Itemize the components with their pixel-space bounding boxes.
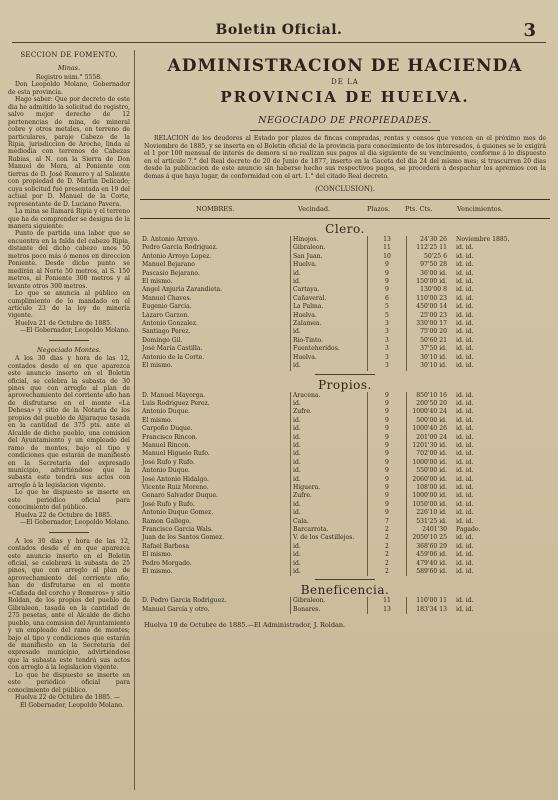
vencimiento-cell: id. id. [456,500,474,508]
minas-announcement: Lo que se anuncia al público en cumplimiento de lo mandado en el artículo 23 de la ley de minería vigente. [8,290,130,320]
clero-table [140,236,558,371]
de-la: DE LA [331,78,359,86]
vencimiento-cell: id. id. [456,597,474,605]
name-cell: Francisco Rincon. [142,433,198,441]
table-row [140,425,558,433]
table-row [140,286,558,294]
plazos-cell: 2 [368,543,407,551]
name-cell: José Rufo y Rufo. [142,458,195,466]
plazos-cell: 9 [368,278,407,286]
amount-cell: 110'00 23 [407,295,451,303]
vecindad-cell: id. [291,442,368,450]
amount-cell: 226'10 id. [407,509,451,517]
table-header [140,199,550,219]
plazos-cell: 11 [368,244,407,252]
page-header [0,0,558,44]
vencimiento-cell: id. id. [456,269,474,277]
montes-body: A los 30 dias y hora de las 12, contados desde el en que aparezca este anuncio inserto en el Boletin oficial, se celebra la subasta de 30 pinos que con arreglo al plan de aprovechamiento del corriente año han de disfrutarse en el monte «La Dehesa» y sitio de la Notaría de los propios del pueblo de Aljaraque tasada en la cantidad de 375 pts. ante el Alcalde de dicho pueblo, una comision del Ayuntamiento y un empleado del ramo de montes, bajo el tipo y condiciones que estarán de manifiesto en la Secretaría del expresado municipio, advirtiéndose que la subasta este tendrá sus actos con arreglo á la legislacion vigente. [8,355,130,489]
amount-cell: 200'50 20 [407,400,451,408]
name-cell: El mismo. [142,551,173,559]
vencimiento-cell: id. id. [456,605,474,613]
name-cell: D. Manuel Mayorga. [142,391,206,399]
plazos-cell: 9 [368,400,407,408]
amount-cell: 50'60 21 [407,337,451,345]
amount-cell: 1000'00 id. [407,492,451,500]
name-cell: Juan de los Santos Gomez. [142,534,224,542]
vencimiento-cell: id. id. [456,408,474,416]
table-row [140,597,558,605]
vecindad-cell: Rio-Tinto. [291,337,368,345]
vecindad-cell: id. [291,278,368,286]
name-cell: Santiago Perez. [142,328,191,336]
separator [49,340,89,341]
table-row [140,543,558,551]
plazos-cell: 2 [368,560,407,568]
vecindad-cell: id. [291,459,368,467]
vecindad-cell: id. [291,328,368,336]
column-rule [134,50,135,790]
vecindad-cell: id. [291,400,368,408]
table-row [140,408,558,416]
vencimiento-cell: id. id. [456,353,474,361]
amount-cell: 589'60 id. [407,568,451,576]
vencimiento-cell: id. id. [456,483,474,491]
name-cell: Pedro García Rodriguez. [142,244,218,252]
name-cell: Manuel Higueio Rufo. [142,450,210,458]
amount-cell: 1050'00 id. [407,501,451,509]
beneficencia-heading: Beneficencia. [300,583,390,598]
vencimiento-cell: id. id. [456,345,474,353]
plazos-cell: 3 [368,320,407,328]
plazos-cell: 9 [368,417,407,425]
name-cell: Manuel Rincon. [142,441,191,449]
vencimiento-cell: id. id. [456,303,474,311]
minas-intro: Don Leopoldo Molano, Gobernador de esta provincia. [8,81,130,96]
table-row [140,534,558,542]
vecindad-cell: id. [291,476,368,484]
vencimiento-cell: id. id. [456,559,474,567]
table-row [140,320,558,328]
name-cell: Carpoño Duque. [142,425,193,433]
table-row [140,362,558,370]
minas-boundaries: Punto de partida una labor que se encuentra en la falda del cabezo Ripia, distante del dicho cabezo unos 50 metros poco más ó menos en direccion Poniente. Desde dicho punto se medirán al Norte 50 metros, al S. 150 metros, al Poniente 300 metros y al levante otros 300 metros. [8,230,130,290]
plazos-cell: 3 [368,337,407,345]
table-row [140,551,558,559]
vecindad-cell: id. [291,467,368,475]
section-title: SECCION DE FOMENTO. [20,51,118,59]
plazos-cell: 9 [368,434,407,442]
plazos-cell: 13 [368,236,407,244]
plazos-cell: 2 [368,568,407,576]
amount-cell: 1201'30 id. [407,442,451,450]
name-cell: El mismo. [142,568,173,576]
table-row [140,261,558,269]
montes2-body: A los 30 dias y hora de las 12, contados desde el en que aparezca este anuncio inserto en el Boletin oficial, se celebrará la subasta de 25 pinos, que con arreglo al plan de aprovechamiento del corriente año, han de disfrutarse en el monte «Cañada del corcho y Romeros» y sitio Roldan, de los propios del pueblo de Gibraleon, tasada en la cantidad de 275 pesetas, ante el Alcalde de dicho pueblo, una comision del Ayuntamiento y un empleado del ramo de montes; bajo el tipo y condiciones que estarán de manifiesto en la Secretaría del expresado municipio, advirtiéndose que la subasta este tendrá sus actos con arreglo á la legislacion vigente. [8,537,130,672]
vecindad-cell: id. [291,568,368,576]
amount-cell: 459'06 id. [407,551,451,559]
name-cell: Rafael Barbosa [142,542,190,550]
name-cell: Lázaro Garzon. [142,311,190,319]
plazos-cell: 11 [368,597,407,605]
negociado-title: NEGOCIADO DE PROPIEDADES. [258,115,432,126]
plazos-cell: 2 [368,551,407,559]
vencimiento-cell: id. id. [456,517,474,525]
table-row [140,526,558,534]
montes-signature: —El Gobernador, Leopoldo Molano. [20,519,130,527]
plazos-cell: 9 [368,425,407,433]
vecindad-cell: La Palma. [291,303,368,311]
table-row [140,501,558,509]
separator [315,374,375,375]
name-cell: Antonio Gonzalez. [142,320,198,328]
left-column [8,50,130,709]
plazos-cell: 5 [368,303,407,311]
vencimiento-cell: id. id. [456,433,474,441]
amount-cell: 75'00 20 [407,328,451,336]
newspaper-title: Boletin Oficial. [215,22,343,38]
vecindad-cell: Cañaveral. [291,295,368,303]
vecindad-cell: Gibraleon. [291,244,368,252]
table-row [140,560,558,568]
vencimiento-cell: id. id. [456,252,474,260]
name-cell: El mismo. [142,416,173,424]
plazos-cell: 5 [368,312,407,320]
name-cell: José Antonio Hidalgo. [142,475,209,483]
propios-heading: Propios. [318,377,372,392]
name-cell: José María Castilla. [142,345,203,353]
table-row [140,270,558,278]
beneficencia-table [140,597,558,614]
minas-body: Hago saber: Que por decreto de este dia he admitido la solicitud de registro, salvo mejor derecho de 12 pertenencias de mina, de mineral cobre y otros metales, en terreno de particulares, paraje Cabezo de la Ripia, jurisdiccion de Aroche, linda al mediodia con terrenos de Cabezas Rubias, al N. con la Sierra de Don Manuel de Mora, al Poniente con tierras de D. José Romero y al Saliente con propiedad de D. Martin Delicado; cuya solicitud fué presentada en 19 del actual por D. Manuel de la Corte, representante de D. Luciano Pavera. [8,96,130,208]
amount-cell: 330'00 17 [407,320,451,328]
name-cell: Genaro Salvador Duque. [142,492,218,500]
plazos-cell: 9 [368,450,407,458]
plazos-cell: 3 [368,345,407,353]
table-row [140,253,558,261]
vecindad-cell: Zalamea. [291,320,368,328]
name-cell: El mismo. [142,278,173,286]
vencimiento-cell: id. id. [456,416,474,424]
plazos-cell: 2 [368,526,407,534]
header-plazos: Plazos. [367,205,391,213]
table-row [140,278,558,286]
plazos-cell: 9 [368,467,407,475]
amount-cell: 150'00 id. [407,278,451,286]
amount-cell: 112'25 11 [407,244,451,252]
vecindad-cell: Fuenteheridos. [291,345,368,353]
table-row [140,434,558,442]
vecindad-cell: Cala. [291,518,368,526]
table-row [140,312,558,320]
vecindad-cell: id. [291,501,368,509]
plazos-cell: 9 [368,476,407,484]
vecindad-cell: id. [291,543,368,551]
table-row [140,392,558,400]
vencimiento-cell: id. id. [456,294,474,302]
vecindad-cell: Zufre. [291,408,368,416]
amount-cell: 450'00 14 [407,303,451,311]
amount-cell: 850'10 16 [407,392,451,400]
plazos-cell: 3 [368,354,407,362]
vecindad-cell: id. [291,417,368,425]
name-cell: Angel Anjuria Zarandieta. [142,286,223,294]
amount-cell: 201'00 24 [407,434,451,442]
vecindad-cell: id. [291,434,368,442]
vencimiento-cell: Noviembre 1885. [456,236,510,243]
header-rule [12,42,546,43]
amount-cell: 30'10 id. [407,354,451,362]
propios-table [140,392,558,577]
vecindad-cell: id. [291,560,368,568]
separator [49,532,89,533]
table-row [140,354,558,362]
vencimiento-cell: id. id. [456,458,474,466]
amount-cell: 500'00 id. [407,417,451,425]
table-row [140,467,558,475]
amount-cell: 1000'40 24 [407,408,451,416]
name-cell: Manuel Bejarano [142,261,195,269]
plazos-cell: 9 [368,261,407,269]
table-row [140,606,558,614]
amount-cell: 97'50 28 [407,261,451,269]
table-row [140,303,558,311]
plazos-cell: 9 [368,392,407,400]
vencimiento-cell: id. id. [456,278,474,286]
vecindad-cell: Gibraleon. [291,597,368,605]
table-row [140,484,558,492]
vencimiento-cell: Pagado. [456,526,481,533]
montes-notice: Lo que he dispuesto se inserte en este periódico oficial para conocimiento del público. [8,489,130,512]
vencimiento-cell: id. id. [456,509,474,517]
minas-registry: Registro núm.° 5558. [35,73,103,81]
vecindad-cell: Barcarrota. [291,526,368,534]
table-row [140,236,558,244]
vecindad-cell: Bonares. [291,606,368,614]
vencimiento-cell: id. id. [456,399,474,407]
vecindad-cell: id. [291,509,368,517]
plazos-cell: 9 [368,492,407,500]
plazos-cell: 9 [368,270,407,278]
name-cell: D. Pedro García Rodriguez. [142,597,227,605]
vecindad-cell: id. [291,450,368,458]
amount-cell: 479'40 id. [407,560,451,568]
name-cell: Antonio de la Corte. [142,353,205,361]
table-row [140,459,558,467]
name-cell: Antonio Duque Gomez. [142,509,214,517]
vencimiento-cell: id. id. [456,391,474,399]
amount-cell: 110'00 11 [407,597,451,605]
montes2-notice: Lo que he dispuesto se inserte en este periódico oficial para conocimiento del público. [8,671,130,694]
vecindad-cell: V. de los Castillejos. [291,534,368,542]
vecindad-cell: Huelva. [291,354,368,362]
amount-cell: 531'25 id. [407,518,451,526]
plazos-cell: 9 [368,408,407,416]
amount-cell: 368'60 29 [407,543,451,551]
vencimiento-cell: id. id. [456,475,474,483]
amount-cell: 702'00 id. [407,450,451,458]
name-cell: D. Antonio Arroyo. [142,236,200,243]
name-cell: Manuel García y otro. [142,605,210,613]
footer-signature: Huelva 19 de Octubre de 1885.—El Administrador, J. Roldan. [144,621,346,630]
table-row [140,417,558,425]
minas-heading: Minas. [57,64,81,73]
name-cell: Antonio Arroyo Lopez. [142,252,212,260]
administration-title: ADMINISTRACION DE HACIENDA [167,56,523,76]
vencimiento-cell: id. id. [456,534,474,542]
vencimiento-cell: id. id. [456,311,474,319]
plazos-cell: 2 [368,534,407,542]
vencimiento-cell: id. id. [456,362,474,370]
amount-cell: 1000'00 id. [407,459,451,467]
vencimiento-cell: id. id. [456,542,474,550]
vecindad-cell: Aracena. [291,392,368,400]
amount-cell: 108'00 id. [407,484,451,492]
page-number: 3 [523,20,536,41]
plazos-cell: 9 [368,509,407,517]
table-row [140,295,558,303]
amount-cell: 2050'10 25 [407,534,451,542]
negociado-rule [250,130,440,131]
header-pts-cts: Pts. Cts. [405,205,433,213]
table-row [140,400,558,408]
montes2-signature: El Gobernador, Leopoldo Molano. [20,701,124,709]
table-row [140,328,558,336]
name-cell: Antonio Duque. [142,408,191,416]
amount-cell: 1000'40 26 [407,425,451,433]
vencimiento-cell: id. id. [456,492,474,500]
amount-cell: 24'30 26 [407,236,451,244]
right-column [140,50,550,629]
vecindad-cell: id. [291,425,368,433]
table-row [140,492,558,500]
table-row [140,244,558,252]
name-cell: Antonio Duque. [142,467,191,475]
montes-date: Huelva 22 de Octubre de 1885. [15,511,112,519]
name-cell: Francisco Garcia Wals. [142,526,213,533]
name-cell: Ramon Gallego. [142,517,192,525]
name-cell: El mismo. [142,362,173,370]
vencimiento-cell: id. id. [456,244,474,252]
vecindad-cell: Higuera. [291,484,368,492]
header-nombres: NOMBRES. [196,205,235,213]
amount-cell: 183'34 13 [407,606,451,614]
vencimiento-cell: id. id. [456,551,474,559]
province-title: PROVINCIA DE HUELVA. [220,88,470,106]
vencimiento-cell: id. id. [456,467,474,475]
vencimiento-cell: id. id. [456,441,474,449]
conclusion-label: (CONCLUSION). [315,185,375,193]
amount-cell: 2060'00 id. [407,476,451,484]
table-row [140,345,558,353]
relacion-text: RELACION de los deudores al Estado por plazos de fincas compradas, rentas y censos que vencen en el próximo mes de Noviembre de 1885, y se inserta en el Boletin oficial de la provincia para conocimiento de los interesados, á quienes se le exigirá el 1 por 100 mensual de interés de demora si no realizan sus pagos al dia siguiente de su vencimiento, conforme á lo dispuesto en el artículo 7.° del Real decreto de 20 de Junio de 1877, inserto en la Gaceta del dia 24 del mismo mes; si trascurren 20 dias desde la publicacion de este anuncio sin haberse hecho sus respectivos pagos, se procederá á despachar los apremios con la demas á que haya lugar, de conformidad con el art. 1.° del citado Real decreto. [144,135,546,180]
table-row [140,450,558,458]
name-cell: Vicente Ruiz Moreno. [142,483,209,491]
plazos-cell: 3 [368,328,407,336]
vecindad-cell: Cartaya. [291,286,368,294]
vecindad-cell: Hinojos. [291,236,368,244]
plazos-cell: 9 [368,484,407,492]
name-cell: Pedro Morgado. [142,559,192,567]
amount-cell: 37'50 id. [407,345,451,353]
minas-signature: —El Gobernador, Leopoldo Molano. [20,327,130,335]
plazos-cell: 9 [368,501,407,509]
plazos-cell: 10 [368,253,407,261]
vencimiento-cell: id. id. [456,425,474,433]
header-vecindad: Vecindad. [298,205,331,213]
header-vencimientos: Vencimientos. [457,205,504,213]
table-row [140,518,558,526]
plazos-cell: 13 [368,606,407,614]
plazos-cell: 7 [368,518,407,526]
montes2-date: Huelva 22 de Octubre de 1885. — [15,694,121,702]
vencimiento-cell: id. id. [456,286,474,294]
minas-mine-name: La mina se llamará Ripia y el terreno que ha de comprender se designa de la manera siguiente: [8,208,130,230]
vencimiento-cell: id. id. [456,450,474,458]
vecindad-cell: Huelva. [291,261,368,269]
vecindad-cell: id. [291,551,368,559]
amount-cell: 550'00 id. [407,467,451,475]
amount-cell: 36'00 id. [407,270,451,278]
vencimiento-cell: id. id. [456,328,474,336]
clero-heading: Clero. [325,222,365,236]
montes-heading: Negociado Montes. [37,345,101,354]
amount-cell: 50'25 6 [407,253,451,261]
amount-cell: 30'10 id. [407,362,451,370]
vecindad-cell: Huelva. [291,312,368,320]
name-cell: Domingo Gil. [142,336,183,344]
name-cell: Luis Rodriguez Perez. [142,399,210,407]
plazos-cell: 3 [368,362,407,370]
plazos-cell: 9 [368,459,407,467]
vecindad-cell: id. [291,270,368,278]
table-row [140,337,558,345]
vecindad-cell: San Juan. [291,253,368,261]
minas-date: Huelva 21 de Octubre de 1885. [15,319,112,327]
vencimiento-cell: id. id. [456,320,474,328]
table-row [140,509,558,517]
table-row [140,568,558,576]
vecindad-cell: Zufre. [291,492,368,500]
name-cell: Manuel Chaves. [142,294,192,302]
plazos-cell: 9 [368,286,407,294]
name-cell: Eugenio Garcia. [142,303,192,311]
vencimiento-cell: id. id. [456,261,474,269]
table-row [140,476,558,484]
name-cell: José Rufo y Rufo. [142,500,195,508]
vencimiento-cell: id. id. [456,336,474,344]
separator [315,579,375,580]
vencimiento-cell: id. id. [456,568,474,576]
plazos-cell: 6 [368,295,407,303]
name-cell: Pascasio Bejarano. [142,269,200,277]
amount-cell: 130'00 8 [407,286,451,294]
vecindad-cell: id. [291,362,368,370]
table-row [140,442,558,450]
amount-cell: 2401'30 [407,526,451,534]
plazos-cell: 9 [368,442,407,450]
amount-cell: 25'00 23 [407,312,451,320]
